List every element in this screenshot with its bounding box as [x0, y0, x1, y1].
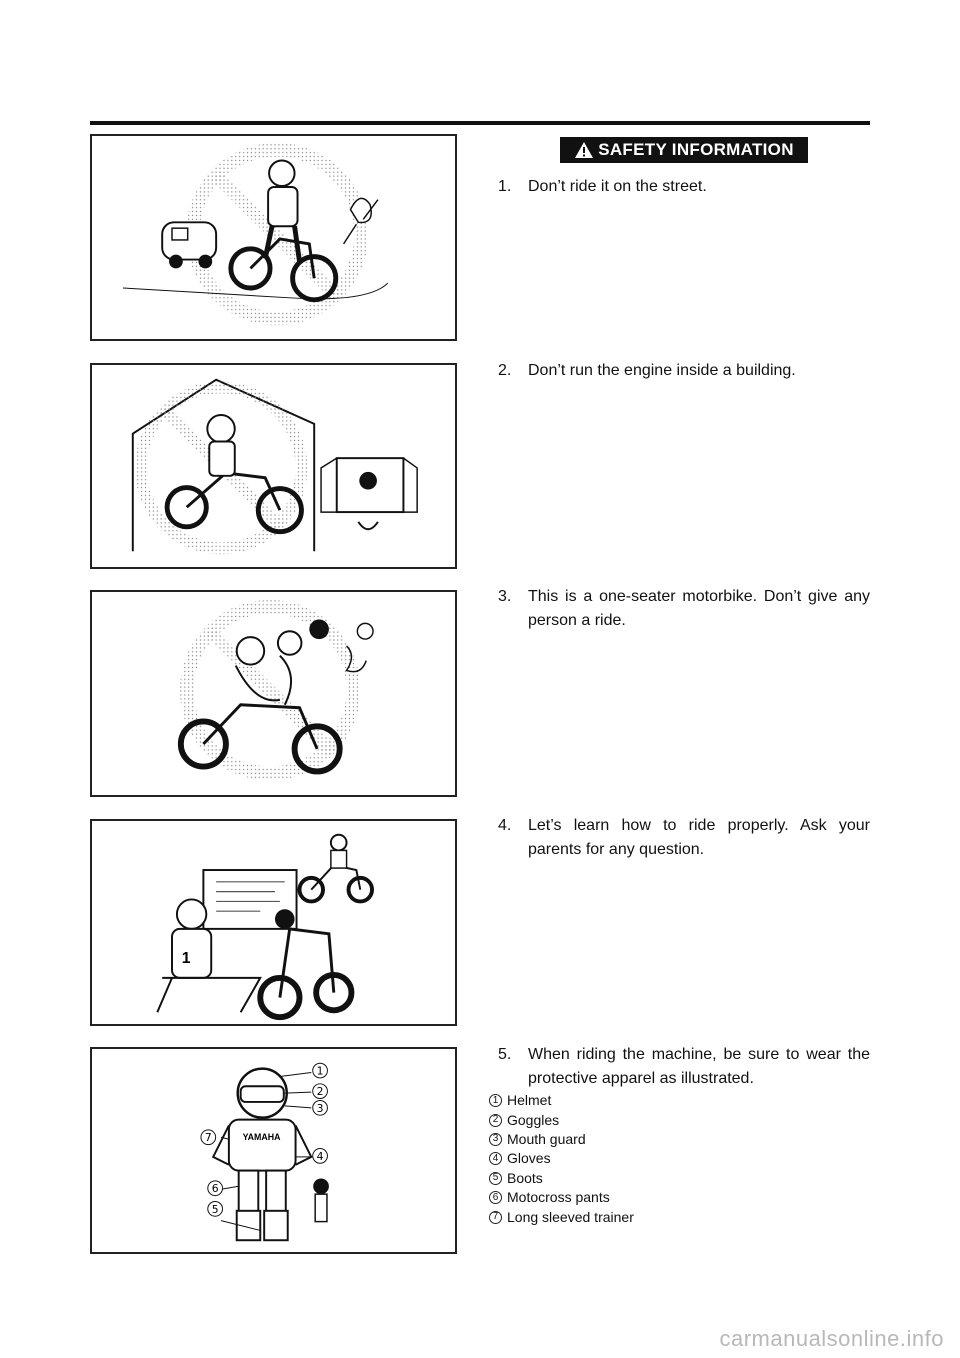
illustration-protective-apparel: [90, 1047, 457, 1254]
illustration-learn-to-ride: [90, 819, 457, 1026]
item-number: 3.: [498, 588, 512, 605]
list-item: [489, 1169, 789, 1188]
warning-triangle-icon: [574, 141, 594, 159]
item-number: 5.: [498, 1046, 512, 1063]
footer-watermark[interactable]: carmanualsonline.info: [719, 1326, 944, 1351]
list-item: [489, 1130, 789, 1149]
part-number: 1: [489, 1094, 502, 1107]
item-number: 2.: [498, 362, 512, 379]
callout-7: 7: [204, 1131, 212, 1145]
list-item: [489, 1091, 789, 1110]
part-label: Helmet: [507, 1092, 552, 1109]
illustration-one-seater: [90, 590, 457, 797]
part-label: Boots: [507, 1169, 543, 1186]
top-rule: [90, 121, 870, 125]
callout-3: 3: [316, 1101, 324, 1115]
callout-5: 5: [211, 1202, 219, 1216]
part-number: 2: [489, 1114, 502, 1127]
part-label: Goggles: [507, 1111, 560, 1128]
item-text: Let’s learn how to ride properly. Ask your parents for any question.: [528, 817, 870, 858]
instruction-item-5: [498, 1043, 870, 1091]
list-item: [489, 1110, 789, 1129]
callout-6: 6: [211, 1182, 219, 1196]
item-text: Don’t run the engine inside a building.: [528, 362, 796, 379]
callout-2: 2: [316, 1085, 324, 1099]
illustration-no-street-riding: [90, 134, 457, 341]
safety-information-banner: [560, 137, 808, 163]
banner-label: SAFETY INFORMATION: [598, 140, 794, 159]
instruction-item-1: [498, 175, 870, 199]
part-label: Gloves: [507, 1150, 551, 1167]
callout-1: 1: [316, 1064, 324, 1078]
part-label: Motocross pants: [507, 1189, 610, 1206]
part-number: 3: [489, 1133, 502, 1146]
svg-text:YAMAHA: YAMAHA: [242, 1132, 281, 1143]
callout-4: 4: [316, 1149, 324, 1163]
protective-apparel-list: [489, 1091, 789, 1227]
part-label: Mouth guard: [507, 1130, 586, 1147]
instruction-item-3: [498, 585, 870, 633]
list-item: [489, 1207, 789, 1226]
item-number: 4.: [498, 817, 512, 834]
item-number: 1.: [498, 178, 512, 195]
part-number: 4: [489, 1152, 502, 1165]
item-text: Don’t ride it on the street.: [528, 178, 707, 195]
part-number: 7: [489, 1211, 502, 1224]
item-text: This is a one-seater motorbike. Don’t give any person a ride.: [528, 588, 870, 629]
instruction-item-4: [498, 814, 870, 862]
list-item: [489, 1149, 789, 1168]
part-number: 5: [489, 1172, 502, 1185]
part-number: 6: [489, 1191, 502, 1204]
illustration-no-indoor-engine: [90, 363, 457, 569]
item-text: When riding the machine, be sure to wear the protective apparel as illustrated.: [528, 1046, 870, 1087]
list-item: [489, 1188, 789, 1207]
svg-text:1: 1: [181, 950, 191, 968]
instruction-item-2: [498, 359, 870, 383]
part-label: Long sleeved trainer: [507, 1208, 634, 1225]
